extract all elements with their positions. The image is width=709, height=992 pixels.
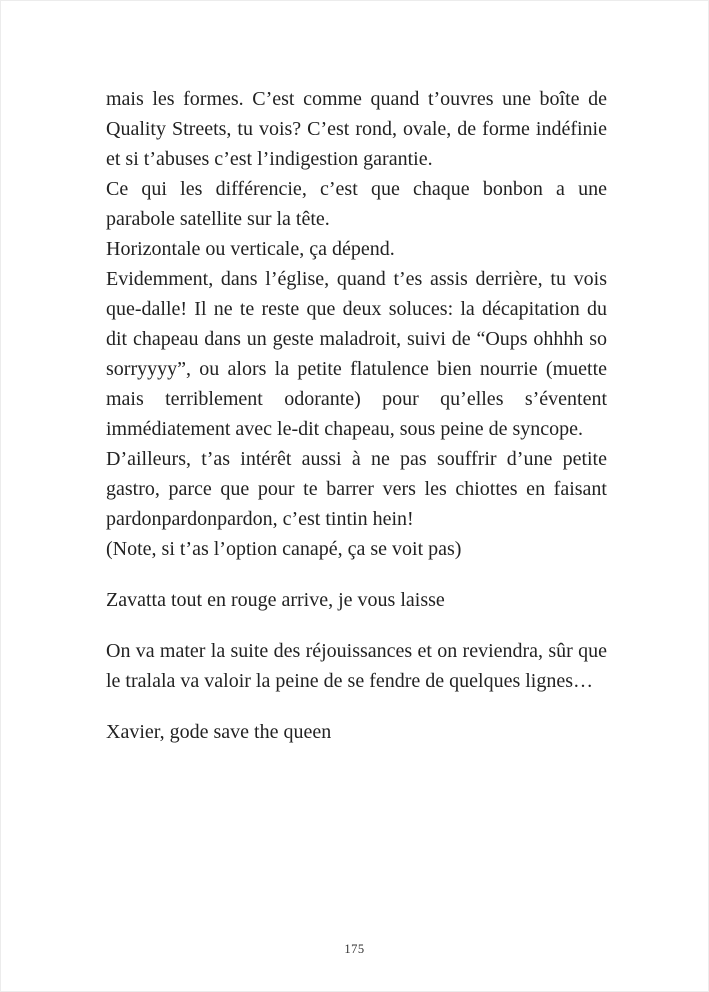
paragraph: D’ailleurs, t’as intérêt aussi à ne pas souffrir d’une petite gastro, parce que pour te barrer vers les chiottes en faisant pardonpardonpardon, c’est tintin hein! [106, 448, 607, 530]
paragraph: mais les formes. C’est comme quand t’ouvres une boîte de Quality Streets, tu vois? C’est rond, ovale, de forme indéfinie et si t’abuses c’est l’indigestion garantie. [106, 88, 607, 170]
paragraph: (Note, si t’as l’option canapé, ça se voit pas) [106, 538, 462, 560]
paragraph: On va mater la suite des réjouissances et on reviendra, sûr que le tralala va valoir la peine de se fendre de quelques lignes… [106, 640, 607, 692]
paragraph: Evidemment, dans l’église, quand t’es assis derrière, tu vois que-dalle! Il ne te reste que deux soluces: la décapitation du dit chapeau dans un geste maladroit, suivi de “Oups ohhhh so sorryyyy”, ou alors la petite flatulence bien nourrie (muette mais terriblement odorante) pour qu’elles s’éventent immédiatement avec le-dit chapeau, sous peine de syncope. [106, 268, 607, 440]
paragraph: Horizontale ou verticale, ça dépend. [106, 238, 395, 260]
page-text-block [106, 84, 607, 747]
paragraph: Ce qui les différencie, c’est que chaque bonbon a une parabole satellite sur la tête. [106, 178, 607, 230]
paragraph: Zavatta tout en rouge arrive, je vous laisse [106, 589, 445, 611]
page-number: 175 [344, 942, 365, 956]
paragraph: Xavier, gode save the queen [106, 721, 332, 743]
